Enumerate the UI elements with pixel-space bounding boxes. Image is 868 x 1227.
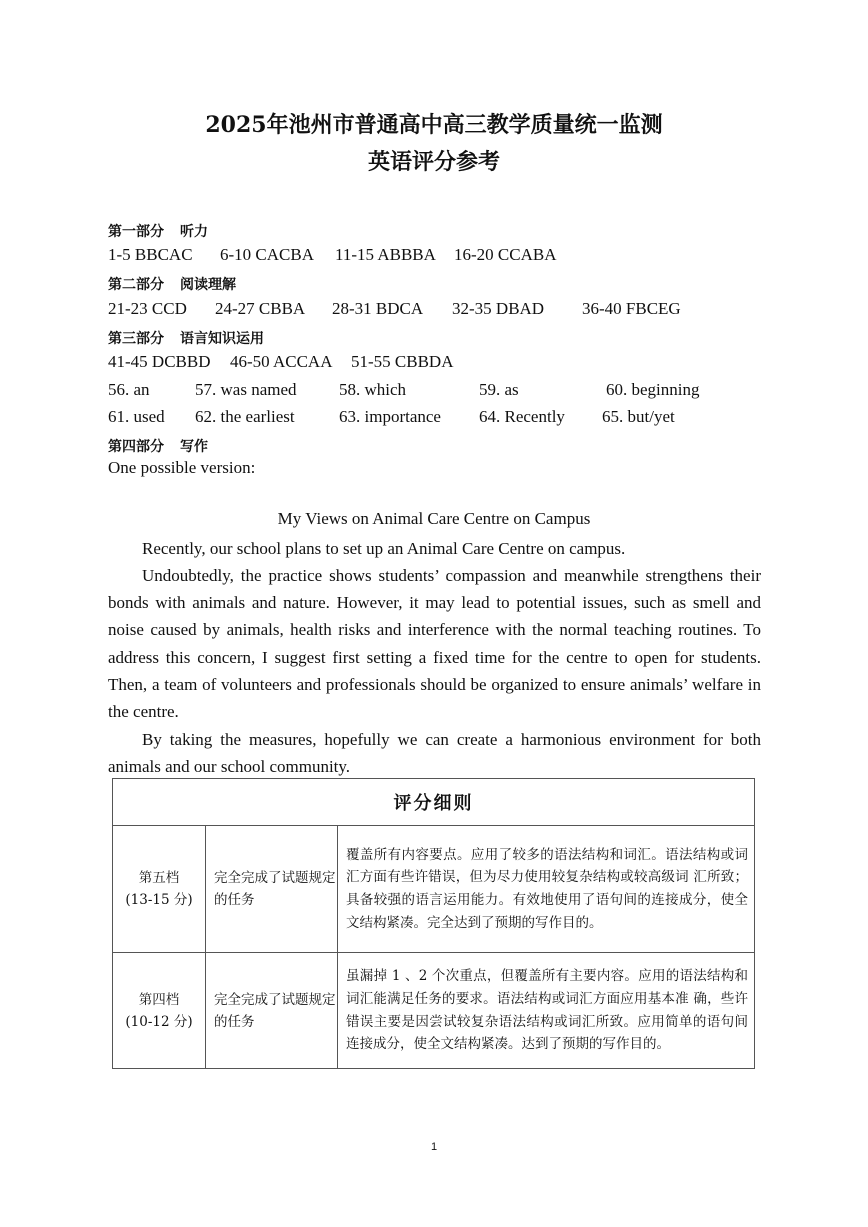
answer-group: 6-10 CACBA — [220, 245, 314, 264]
page-title: 2025年池州市普通高中高三教学质量统一监测 — [205, 112, 663, 138]
rubric-description: 虽漏掉 1 、2 个次重点，但覆盖所有主要内容。应用的语法结构和词汇能满足任务的要求。语法结构或词汇方面应用基本准 确，些许错误主要是因尝试较复杂语法结构或词汇所致。应用简单的语句间连接成分，使全文结构紧凑。达到了预期的写作目的。 — [338, 953, 755, 1069]
answer-item: 58. which — [339, 380, 407, 399]
section-name: 写作 — [180, 439, 208, 455]
answer-item: 56. an — [108, 380, 150, 399]
rubric-task: 完全完成了试题规定的任务 — [206, 826, 338, 953]
answer-group: 46-50 ACCAA — [230, 352, 333, 371]
rubric-header: 评分细则 — [113, 779, 755, 826]
section-heading-writing — [108, 436, 224, 456]
answer-group: 28-31 BDCA — [332, 299, 424, 318]
answer-item: 64. Recently — [479, 407, 565, 426]
section-part: 第一部分 — [108, 224, 164, 240]
page-number: 1 — [430, 1141, 438, 1153]
answer-group: 32-35 DBAD — [452, 299, 545, 318]
sample-intro: One possible version: — [108, 458, 256, 477]
answer-group: 1-5 BBCAC — [108, 245, 193, 264]
section-heading-reading — [108, 274, 252, 294]
level-score: (13-15 分) — [125, 892, 193, 908]
answer-group: 24-27 CBBA — [215, 299, 306, 318]
answer-group: 36-40 FBCEG — [582, 299, 681, 318]
answer-group: 41-45 DCBBD — [108, 352, 211, 371]
answer-item: 57. was named — [195, 380, 297, 399]
level-name: 第四档 — [138, 991, 180, 1008]
answer-item: 62. the earliest — [195, 407, 295, 426]
rubric-row — [113, 953, 755, 1069]
answer-item: 63. importance — [339, 407, 441, 426]
essay-title: My Views on Animal Care Centre on Campus — [277, 509, 591, 528]
answer-item: 61. used — [108, 407, 165, 426]
essay-paragraph: By taking the measures, hopefully we can create a harmonious environment for both animals and our school community. — [108, 730, 761, 777]
answer-group: 51-55 CBBDA — [351, 352, 454, 371]
answer-group: 16-20 CCABA — [454, 245, 557, 264]
rubric-task: 完全完成了试题规定的任务 — [206, 953, 338, 1069]
level-score: (10-12 分) — [125, 1013, 193, 1030]
level-name: 第五档 — [138, 870, 180, 886]
rubric-table — [112, 778, 755, 1069]
answer-item: 60. beginning — [606, 380, 700, 399]
essay-paragraph: Undoubtedly, the practice shows students’ compassion and meanwhile strengthens their bonds with animals and nature. However, it may lead to potential issues, such as smell and noise caused by animals, health risks and interference with the normal teaching routines. To address this concern, I suggest first setting a fixed time for the centre to open for students. Then, a team of volunteers and professionals should be organized to ensure animals’ welfare in the centre. — [108, 566, 761, 722]
section-part: 第二部分 — [108, 277, 164, 293]
answer-item: 59. as — [479, 380, 519, 399]
rubric-row — [113, 826, 755, 953]
section-name: 听力 — [180, 224, 208, 240]
answer-group: 21-23 CCD — [108, 299, 187, 318]
section-heading-language — [108, 328, 280, 348]
section-heading-listening — [108, 221, 224, 241]
answer-group: 11-15 ABBBA — [335, 245, 436, 264]
page-subtitle: 英语评分参考 — [367, 149, 500, 175]
rubric-level — [113, 953, 206, 1069]
section-part: 第四部分 — [108, 439, 164, 455]
rubric-level — [113, 826, 206, 953]
section-part: 第三部分 — [108, 331, 164, 347]
rubric-description: 覆盖所有内容要点。应用了较多的语法结构和词汇。语法结构或词汇方面有些许错误，但为尽力使用较复杂结构或较高级词 汇所致；具备较强的语言运用能力。有效地使用了语句间的连接成分，使全文结构紧凑。完全达到了预期的写作目的。 — [338, 826, 755, 953]
answer-item: 65. but/yet — [602, 407, 675, 426]
essay-paragraph: Recently, our school plans to set up an Animal Care Centre on campus. — [142, 539, 626, 558]
section-name: 语言知识运用 — [180, 331, 264, 347]
section-name: 阅读理解 — [180, 277, 236, 293]
